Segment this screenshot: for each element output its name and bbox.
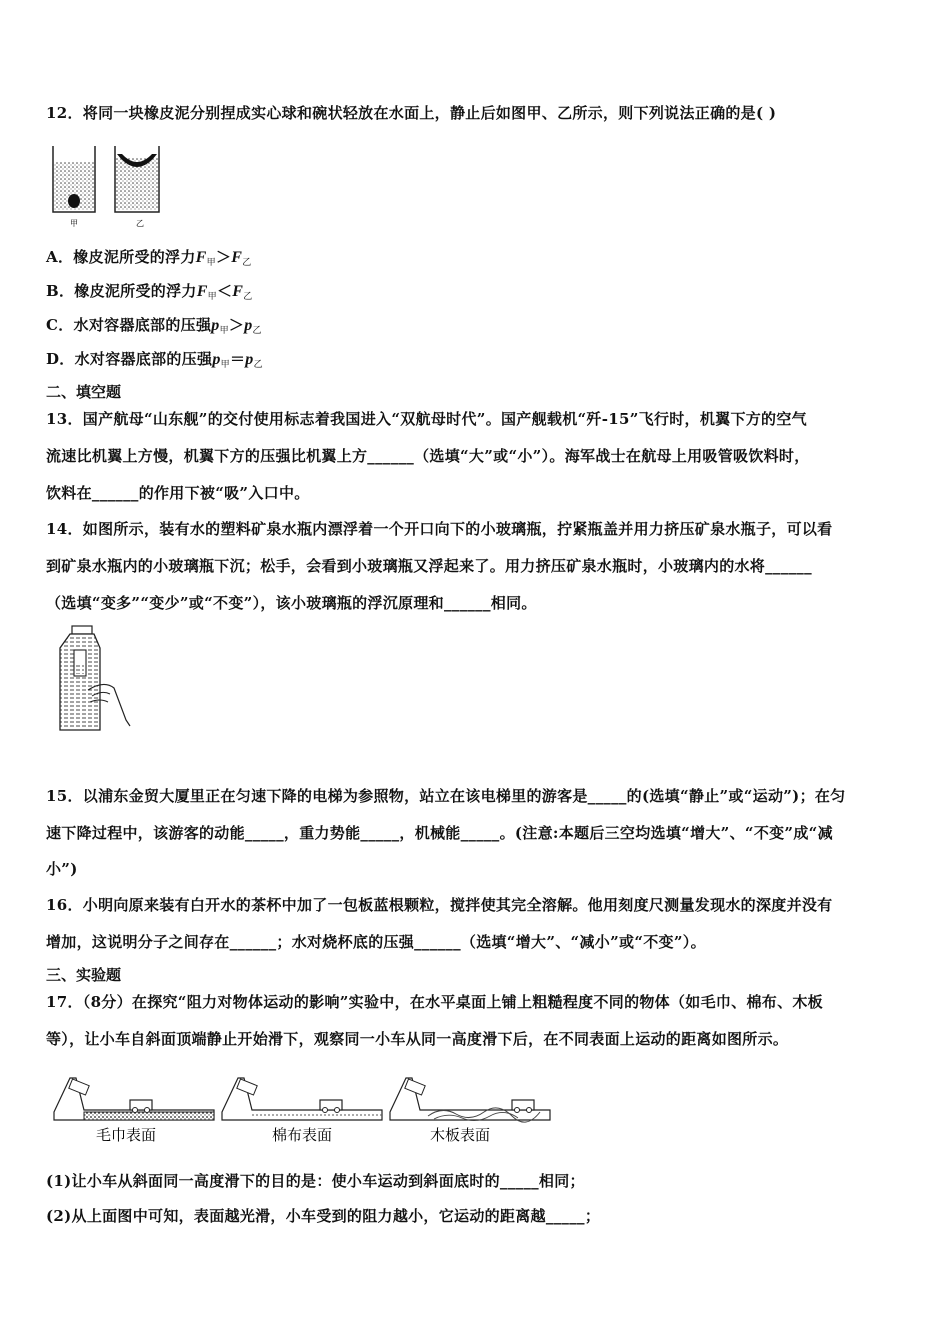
incline-towel [54,1078,214,1120]
label-jia: 甲 [70,219,78,228]
label-yi: 乙 [136,219,144,228]
q12-stem: 12．将同一块橡皮泥分别捏成实心球和碗状轻放在水面上，静止后如图甲、乙所示，则下列说法正确的是( ) [46,104,777,122]
q17-subquestion-2: (2)从上面图中可知，表面越光滑，小车受到的阻力越小，它运动的距离越_____； [46,1207,601,1225]
q17-figure [50,1072,560,1146]
bottle-cap [72,626,92,634]
q17-line-1: 17．（8分）在探究“阻力对物体运动的影响”实验中，在水平桌面上铺上粗糙程度不同的物体（如毛巾、棉布、木板 [46,993,823,1011]
q17-subquestion-1: (1)让小车从斜面同一高度滑下的目的是：使小车运动到斜面底时的_____相同； [46,1172,585,1190]
section-heading-experiment: 三、实验题 [46,966,122,984]
q12-figure [48,142,172,230]
q13-line-1: 13．国产航母“山东舰”的交付使用标志着我国进入“双航母时代”。国产舰载机“歼-15”飞行时，机翼下方的空气 [46,410,807,428]
q14-line-1: 14．如图所示，装有水的塑料矿泉水瓶内漂浮着一个开口向下的小玻璃瓶，拧紧瓶盖并用力挤压矿泉水瓶子，可以看 [46,520,833,538]
q12-option-d: D．水对容器底部的压强$p_甲=p_乙$ [46,350,263,370]
beaker-jia [53,146,95,212]
q14-figure [52,624,136,736]
q17-line-2: 等），让小车自斜面顶端静止开始滑下，观察同一小车从同一高度滑下后，在不同表面上运动的距离如图所示。 [46,1030,789,1048]
q12-option-b: B．橡皮泥所受的浮力$F_甲<F_乙$ [46,282,253,302]
water-bottle [60,626,100,730]
q16-line-1: 16．小明向原来装有白开水的茶杯中加了一包板蓝根颗粒，搅拌使其完全溶解。他用刻度尺测量发现水的深度并没有 [46,896,833,914]
q13-line-2: 流速比机翼上方慢，机翼下方的压强比机翼上方______（选填“大”或“小”）。海军战士在航母上用吸管吸饮料时， [46,447,810,465]
caption-cotton: 棉布表面 [272,1126,333,1144]
q15-line-2: 速下降过程中，该游客的动能_____，重力势能_____，机械能_____。(注意:本题后三空均选填“增大”、“不变”成“减 [46,824,833,842]
q14-line-3: （选填“变多”“变少”或“不变”），该小玻璃瓶的浮沉原理和______相同。 [46,594,537,612]
beaker-yi [115,146,159,212]
caption-towel: 毛巾表面 [96,1126,157,1144]
incline-cotton [222,1078,382,1120]
q13-line-3: 饮料在______的作用下被“吸”入口中。 [46,484,310,502]
q15-line-1: 15．以浦东金贸大厦里正在匀速下降的电梯为参照物，站立在该电梯里的游客是_____的(选填“静止”或“运动”)；在匀 [46,787,846,805]
q16-line-2: 增加，这说明分子之间存在______；水对烧杯底的压强______（选填“增大”、“减小”或“不变”）。 [46,933,706,951]
q12-option-a: A．橡皮泥所受的浮力$F_甲>F_乙$ [46,248,252,268]
section-heading-fill-in: 二、填空题 [46,383,122,401]
caption-wood: 木板表面 [430,1126,491,1144]
q12-option-c: C．水对容器底部的压强$p_甲>p_乙$ [46,316,262,336]
q14-line-2: 到矿泉水瓶内的小玻璃瓶下沉；松手，会看到小玻璃瓶又浮起来了。用力挤压矿泉水瓶时，小玻璃内的水将______ [46,557,812,575]
clay-ball [68,194,80,208]
q15-line-3: 小”) [46,860,78,878]
incline-wood [390,1078,550,1122]
